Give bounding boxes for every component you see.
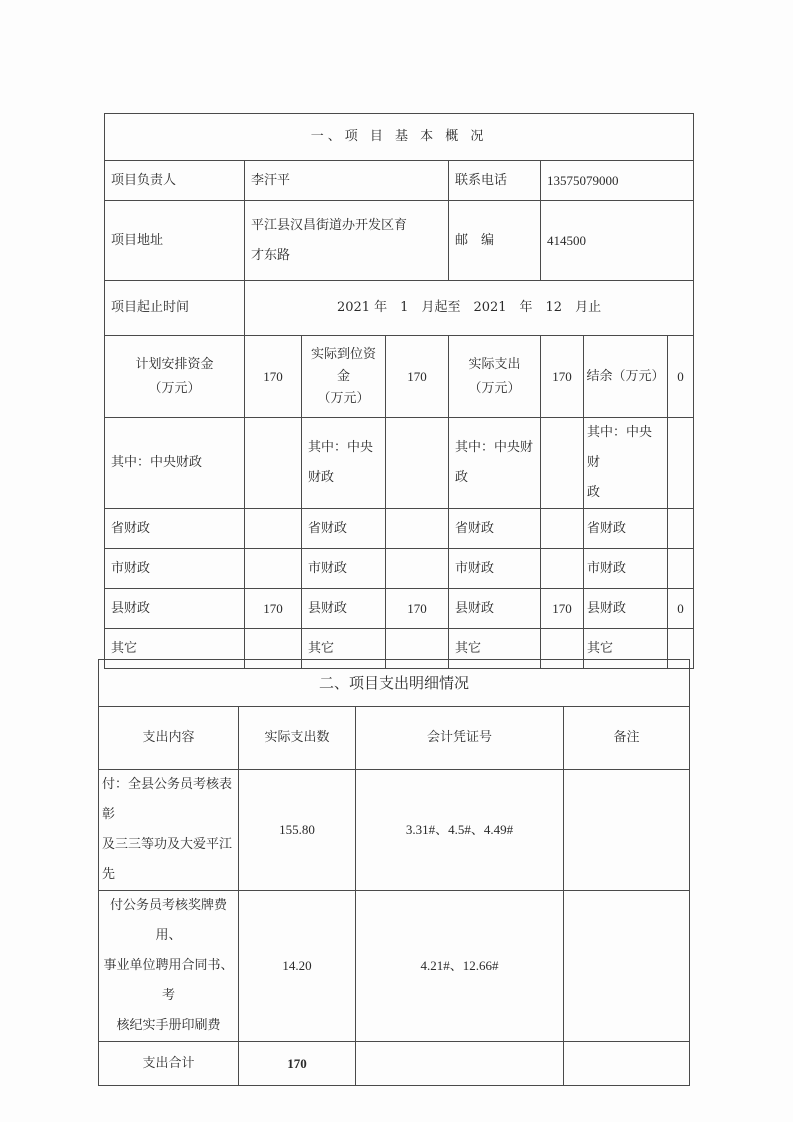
central-finance-balance [668,418,694,509]
planned-funds-label-1: 计划安排资金 [135,356,214,372]
breakdown-row-province [105,509,694,549]
city-label-2: 市财政 [302,549,386,589]
address-line-2: 才东路 [251,247,291,263]
other-label-2: 其它 [302,629,386,669]
total-value: 170 [239,1042,356,1086]
expense-content [99,770,239,891]
central-finance-spent [541,418,584,509]
expense-header-row [99,707,690,770]
breakdown-row-city [105,549,694,589]
county-label-3: 县财政 [449,589,541,629]
phone-label: 联系电话 [449,161,541,201]
county-value-3: 170 [541,589,584,629]
expense-content-line: 付：全县公务员考核表彰 [102,777,233,822]
expense-content-line: 付公务员考核奖牌费用、 [109,898,227,943]
province-value-2 [386,509,449,549]
province-value-3 [541,509,584,549]
central-label-2b: 财政 [308,470,335,485]
expense-content-line: 及三三等功及大爱平江先 [102,837,233,882]
city-value-3 [541,549,584,589]
central-label-4a: 其中：中央财 [587,425,653,470]
county-label-4: 县财政 [584,589,668,629]
planned-funds-label [105,336,245,418]
city-value-2 [386,549,449,589]
expense-row [99,891,690,1042]
city-label-4: 市财政 [584,549,668,589]
expense-note [564,891,690,1042]
address-line-1: 平江县汉昌街道办开发区育 [251,217,408,233]
province-value-4 [668,509,694,549]
received-funds-label-3: （万元） [317,390,370,406]
central-label-4b: 政 [587,485,601,500]
expense-detail-table [98,659,690,1086]
province-label-1: 省财政 [105,509,245,549]
central-finance-label-2 [302,418,386,509]
expense-voucher: 3.31#、4.5#、4.49# [356,770,564,891]
county-value-1: 170 [245,589,302,629]
other-label-3: 其它 [449,629,541,669]
planned-funds-value: 170 [245,336,302,418]
city-value-4 [668,549,694,589]
total-label: 支出合计 [99,1042,239,1086]
expense-content-line: 核纪实手册印刷费 [116,1018,221,1033]
central-finance-label-4 [584,418,668,509]
expense-note [564,770,690,891]
address-value [245,201,449,281]
planned-funds-label-2: （万元） [148,380,201,396]
postcode-value: 414500 [541,201,694,281]
header-amount: 实际支出数 [239,707,356,770]
province-label-4: 省财政 [584,509,668,549]
spent-funds-value: 170 [541,336,584,418]
expense-content [99,891,239,1042]
received-funds-value: 170 [386,336,449,418]
leader-label: 项目负责人 [105,161,245,201]
expense-amount: 14.20 [239,891,356,1042]
phone-value: 13575079000 [541,161,694,201]
expense-total-row [99,1042,690,1086]
county-value-2: 170 [386,589,449,629]
central-finance-planned [245,418,302,509]
total-voucher [356,1042,564,1086]
received-funds-label [302,336,386,418]
city-value-1 [245,549,302,589]
central-label-3b: 政 [455,470,469,485]
expense-amount: 155.80 [239,770,356,891]
expense-voucher: 4.21#、12.66# [356,891,564,1042]
other-label-1: 其它 [105,629,245,669]
expense-row [99,770,690,891]
period-value: 2021 年 1 月起至 2021 年 12 月止 [245,281,694,336]
section1-title: 一、项 目 基 本 概 况 [105,114,694,161]
city-label-3: 市财政 [449,549,541,589]
central-finance-label: 其中：中央财政 [105,418,245,509]
province-value-1 [245,509,302,549]
balance-label: 结余（万元） [584,336,668,418]
header-note: 备注 [564,707,690,770]
expense-content-line: 事业单位聘用合同书、考 [103,958,234,1003]
postcode-label: 邮 编 [449,201,541,281]
period-label: 项目起止时间 [105,281,245,336]
project-overview-table [104,113,694,669]
central-label-3a: 其中：中央财 [455,440,534,455]
received-funds-label-2: 金 [336,368,350,384]
breakdown-row-county [105,589,694,629]
province-label-3: 省财政 [449,509,541,549]
spent-funds-label-2: （万元） [468,380,521,396]
central-finance-label-3 [449,418,541,509]
other-label-4: 其它 [584,629,668,669]
total-note [564,1042,690,1086]
address-label: 项目地址 [105,201,245,281]
balance-value: 0 [668,336,694,418]
county-value-4: 0 [668,589,694,629]
spent-funds-label-1: 实际支出 [468,356,521,372]
province-label-2: 省财政 [302,509,386,549]
leader-value: 李汗平 [245,161,449,201]
section2-title: 二、项目支出明细情况 [99,660,690,707]
header-voucher: 会计凭证号 [356,707,564,770]
city-label-1: 市财政 [105,549,245,589]
county-label-1: 县财政 [105,589,245,629]
header-content: 支出内容 [99,707,239,770]
central-label-2a: 其中：中央 [308,440,374,455]
received-funds-label-1: 实际到位资 [310,346,376,362]
spent-funds-label [449,336,541,418]
county-label-2: 县财政 [302,589,386,629]
central-finance-received [386,418,449,509]
